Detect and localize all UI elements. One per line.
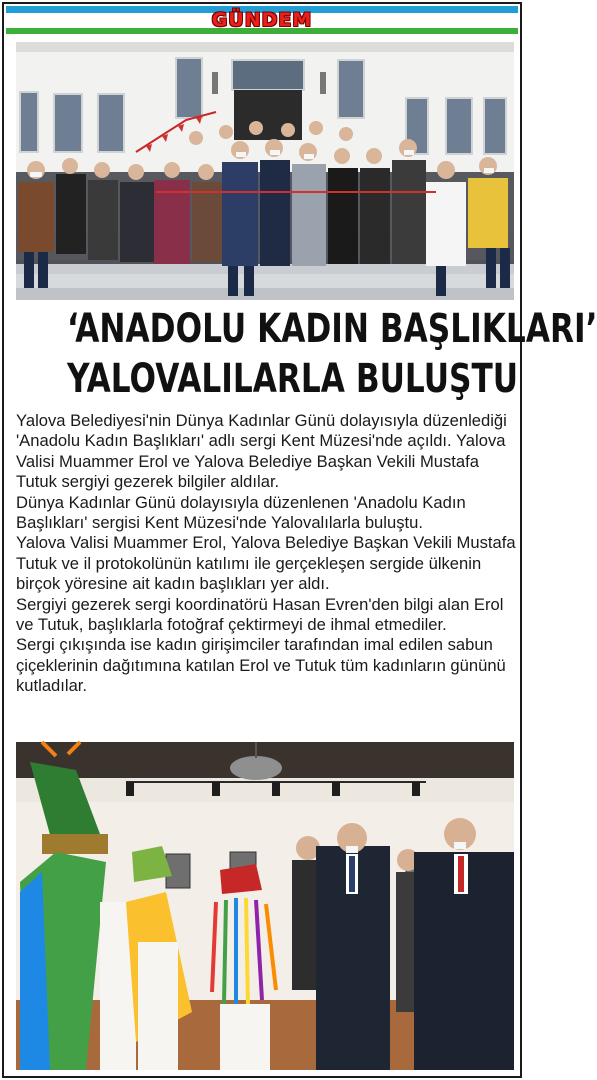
ribbon-cutting-illustration [16,42,514,300]
article-paragraph: Sergi çıkışında ise kadın girişimciler tarafından imal edilen sabun çiçeklerinin dağıtımına katılan Erol ve Tutuk tüm kadınların gününü kutladılar. [16,635,506,696]
section-title: GÜNDEM [211,9,313,31]
headline-line-2: YALOVALILARLA BULUŞTU [67,356,519,402]
headline-line-1: ‘ANADOLU KADIN BAŞLIKLARI’ [67,306,597,352]
exhibition-visit-photo [16,742,514,1070]
article-paragraph: Yalova Valisi Muammer Erol, Yalova Belediye Başkan Vekili Mustafa Tutuk ve il protokolünün katılımı ile gerçekleşen sergide ülkenin birçok yöresine ait kadın başlıkları yer aldı. [16,533,516,594]
section-header-band [6,6,518,34]
article-paragraph: Yalova Belediyesi'nin Dünya Kadınlar Günü dolayısıyla düzenlediği 'Anadolu Kadın Başlıkları' adlı sergi Kent Müzesi'nde açıldı. Yalova Valisi Muammer Erol ve Yalova Belediye Başkan Vekili Mustafa Tutuk sergiyi gezerek bilgiler aldılar. [16,411,507,492]
ribbon-cutting-photo [16,42,514,300]
article-body [16,411,516,697]
exhibition-illustration [16,742,514,1070]
article-paragraph: Sergiyi gezerek sergi koordinatörü Hasan Evren'den bilgi alan Erol ve Tutuk, başlıklarla fotoğraf çektirmeyi de ihmal etmediler. [16,594,504,635]
newspaper-clipping [2,2,597,1078]
article-paragraph: Dünya Kadınlar Günü dolayısıyla düzenlenen 'Anadolu Kadın Başlıkları' sergisi Kent Müzesi'nde Yalovalılarla buluştu. [16,492,466,533]
